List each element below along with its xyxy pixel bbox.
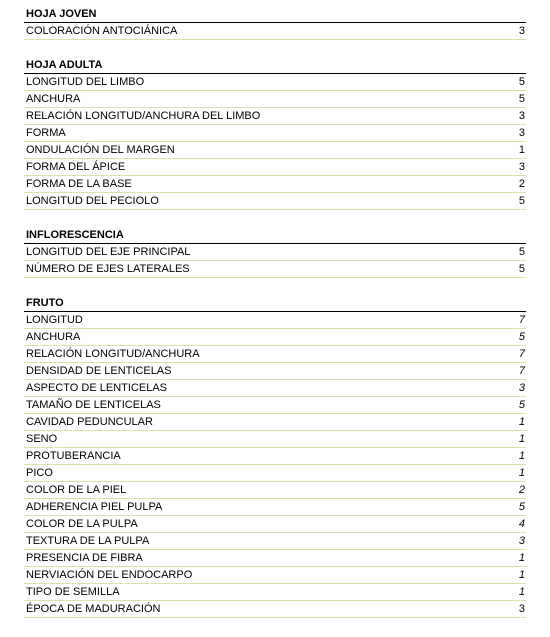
row-value: 7 (518, 348, 525, 360)
row-value: 1 (518, 450, 525, 462)
row-value: 5 (518, 93, 525, 105)
table-row (24, 363, 526, 380)
table-row (24, 465, 526, 482)
row-label: COLORACIÓN ANTOCIÁNICA (26, 25, 178, 37)
row-value: 1 (518, 467, 525, 479)
table-row (24, 482, 526, 499)
table-row (24, 499, 526, 516)
row-value: 5 (518, 76, 525, 88)
row-value: 5 (518, 263, 525, 275)
row-label: ÉPOCA DE MADURACIÓN (26, 603, 161, 615)
table-row (24, 516, 526, 533)
table-row (24, 23, 526, 40)
table-row (24, 533, 526, 550)
table-row (24, 142, 526, 159)
row-value: 7 (518, 365, 525, 377)
table-row (24, 261, 526, 278)
table-row (24, 601, 526, 618)
table-row (24, 567, 526, 584)
row-value: 3 (518, 25, 525, 37)
table-row (24, 380, 526, 397)
row-label: PICO (26, 467, 53, 479)
row-label: LONGITUD DEL EJE PRINCIPAL (26, 246, 191, 258)
row-value: 1 (518, 552, 525, 564)
section-title: HOJA ADULTA (24, 57, 526, 74)
table-row (24, 125, 526, 142)
row-value: 5 (518, 246, 525, 258)
row-value: 5 (518, 331, 525, 343)
row-value: 1 (518, 416, 525, 428)
row-value: 3 (518, 603, 525, 615)
row-value: 7 (518, 314, 525, 326)
row-value: 3 (518, 110, 525, 122)
row-label: LONGITUD (26, 314, 83, 326)
table-row (24, 550, 526, 567)
row-label: PROTUBERANCIA (26, 450, 121, 462)
row-label: NÚMERO DE EJES LATERALES (26, 263, 190, 275)
row-value: 1 (518, 586, 525, 598)
row-value: 3 (518, 161, 525, 173)
section-hoja-joven (24, 6, 526, 40)
table-row (24, 244, 526, 261)
table-row (24, 448, 526, 465)
row-label: DENSIDAD DE LENTICELAS (26, 365, 172, 377)
row-label: SENO (26, 433, 58, 445)
row-label: FORMA (26, 127, 66, 139)
row-label: LONGITUD DEL LIMBO (26, 76, 145, 88)
row-value: 1 (518, 569, 525, 581)
row-value: 4 (518, 518, 525, 530)
table-row (24, 91, 526, 108)
row-label: RELACIÓN LONGITUD/ANCHURA DEL LIMBO (26, 110, 261, 122)
section-title: FRUTO (24, 295, 526, 312)
row-label: CAVIDAD PEDUNCULAR (26, 416, 153, 428)
row-value: 5 (518, 501, 525, 513)
section-inflorescencia (24, 227, 526, 278)
row-value: 3 (518, 535, 525, 547)
row-label: FORMA DE LA BASE (26, 178, 132, 190)
row-label: ADHERENCIA PIEL PULPA (26, 501, 163, 513)
section-title: INFLORESCENCIA (24, 227, 526, 244)
row-value: 3 (518, 127, 525, 139)
row-label: ASPECTO DE LENTICELAS (26, 382, 168, 394)
section-title: HOJA JOVEN (24, 6, 526, 23)
row-value: 2 (518, 484, 525, 496)
row-label: PRESENCIA DE FIBRA (26, 552, 143, 564)
row-value: 1 (518, 144, 525, 156)
table-row (24, 193, 526, 210)
table-row (24, 176, 526, 193)
section-hoja-adulta (24, 57, 526, 210)
table-row (24, 584, 526, 601)
table-row (24, 159, 526, 176)
table-row (24, 346, 526, 363)
section-fruto (24, 295, 526, 618)
row-label: TEXTURA DE LA PULPA (26, 535, 150, 547)
row-label: TIPO DE SEMILLA (26, 586, 120, 598)
row-label: COLOR DE LA PIEL (26, 484, 127, 496)
table-row (24, 414, 526, 431)
row-label: TAMAÑO DE LENTICELAS (26, 399, 161, 411)
row-label: RELACIÓN LONGITUD/ANCHURA (26, 348, 200, 360)
table-row (24, 431, 526, 448)
table-row (24, 312, 526, 329)
row-label: ONDULACIÓN DEL MARGEN (26, 144, 175, 156)
table-row (24, 329, 526, 346)
row-label: ANCHURA (26, 93, 81, 105)
row-label: LONGITUD DEL PECIOLO (26, 195, 159, 207)
row-label: FORMA DEL ÁPICE (26, 161, 126, 173)
row-label: NERVIACIÓN DEL ENDOCARPO (26, 569, 193, 581)
row-label: COLOR DE LA PULPA (26, 518, 138, 530)
row-value: 2 (518, 178, 525, 190)
row-value: 3 (518, 382, 525, 394)
table-row (24, 397, 526, 414)
table-row (24, 74, 526, 91)
row-label: ANCHURA (26, 331, 81, 343)
row-value: 5 (518, 399, 525, 411)
table-row (24, 108, 526, 125)
row-value: 1 (518, 433, 525, 445)
row-value: 5 (518, 195, 525, 207)
